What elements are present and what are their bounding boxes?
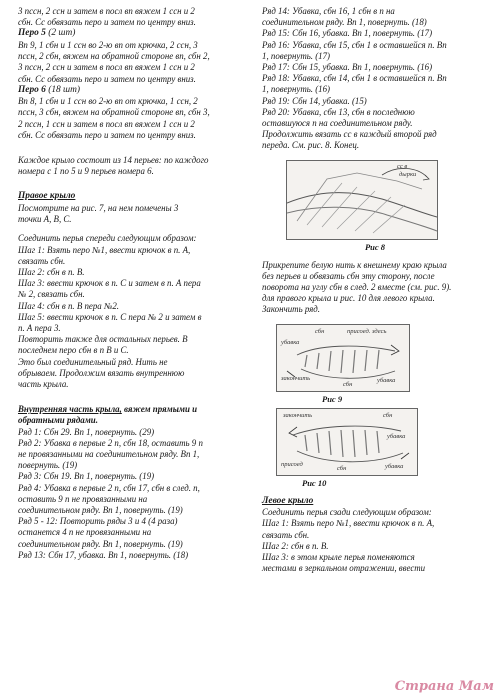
left-wing-steps <box>262 507 488 574</box>
text-line: номера с 1 по 5 и 9 перьев номера 6. <box>18 166 154 177</box>
feather-6-heading <box>18 85 250 97</box>
text-line: местами в зеркальном отражении, ввести <box>262 563 426 574</box>
figure-10 <box>276 408 418 476</box>
text-line: Ряд 1: Сбн 29. Вп 1, повернуть. (29) <box>18 426 155 437</box>
figure-9-caption: Рис 9 <box>322 393 343 404</box>
wing-description <box>18 155 250 177</box>
text-line: Ряд 20: Убавка, сбн 13, сбн в последнюю <box>262 106 415 117</box>
feather-5-qty: (2 шт) <box>45 28 76 39</box>
figure-9-label: присоед. здесь <box>347 327 387 335</box>
text-line: Ряд 15: Сбн 16, убавка. Вп 1, повернуть. (17) <box>262 28 433 39</box>
site-watermark: Страна Мам <box>394 679 494 694</box>
figure-10-label: убавка <box>387 432 406 440</box>
figure-10-label: закончить <box>283 411 313 419</box>
text-line: обратными рядами. <box>18 415 98 426</box>
edge-instructions <box>262 260 488 316</box>
text-line: 2 пссн, 1 ссн и затем в посл вп вяжем 1 ссн и 2 <box>18 118 195 129</box>
figure-9 <box>276 324 410 392</box>
text-line: переда. См. рис. 8. Конец. <box>262 140 360 151</box>
text-line: поворота на углу сбн в след. 2 вместе (см. рис. 9). <box>262 282 452 293</box>
text-line: Ряд 18: Убавка, сбн 14, сбн 1 в оставшейся п. Вп <box>262 73 447 84</box>
figure-8 <box>286 160 438 240</box>
text-line: Соединить перья спереди следующим образом: <box>18 233 197 244</box>
inner-part-title: Внутренняя часть крыла, <box>18 404 122 415</box>
left-column <box>18 6 250 561</box>
text-line: сбн. Сс обвязать перо и затем по центру вниз. <box>18 129 196 140</box>
text-line: останется 4 п не провязанными на <box>18 527 152 538</box>
text-line: связать сбн. <box>18 255 66 266</box>
text-line: Ряд 5 - 12: Повторить ряды 3 и 4 (4 раза) <box>18 516 178 527</box>
text-line: Шаг 2: сбн в п. В. <box>262 540 329 551</box>
feather-5-heading <box>18 28 250 40</box>
text-line: повернуть. (19) <box>18 460 78 471</box>
right-wing-intro <box>18 203 250 225</box>
intro-paragraph <box>18 6 250 28</box>
text-line: 3 пссн, 2 ссн и затем в посл вп вяжем 1 ссн и 2 <box>18 6 195 16</box>
figure-10-label: сбн <box>337 464 347 472</box>
text-line: не провязанными на соединительном ряду. Вп 1, <box>18 449 200 459</box>
text-line: Ряд 14: Убавка, сбн 16, 1 сбн в п на <box>262 6 395 16</box>
text-line: Повторить также для остальных перьев. В <box>18 334 188 345</box>
figure-9-label: сбн <box>315 327 325 335</box>
figure-8-label: сс в <box>397 162 408 170</box>
figure-9-label: сбн <box>343 380 353 388</box>
text-line: 3 пссн, 2 ссн и затем в посл вп вяжем 1 ссн и 2 <box>18 62 195 73</box>
right-wing-heading: Правое крыло <box>18 191 76 202</box>
text-line: Шаг 1: Взять перо №1, ввести крючок в п. А, <box>18 244 191 255</box>
text-line: Шаг 3: ввести крючок в п. С и затем в п. А пера <box>18 278 201 289</box>
feather-6-qty: (18 шт) <box>45 84 81 95</box>
text-line: Шаг 4: сбн в п. В пера №2. <box>18 300 119 311</box>
text-line: Это был соединительный ряд. Нить не <box>18 356 168 367</box>
figure-9-label: убавка <box>281 338 300 346</box>
figure-8-label: дырки <box>399 170 417 178</box>
text-line: 1, повернуть. (16) <box>262 84 330 95</box>
text-line: п. А пера 3. <box>18 322 61 333</box>
text-line: Ряд 13: Сбн 17, убавка. Вп 1, повернуть. (18) <box>18 549 189 560</box>
join-steps <box>18 233 250 390</box>
text-line: Шаг 5: ввести крючок в п. С пера № 2 и затем в <box>18 311 202 322</box>
text-line: обрываем. Продолжим вязать внутреннюю <box>18 367 185 378</box>
text-line: Шаг 1: Взять перо №1, ввести крючок в п. А, <box>262 518 435 529</box>
text-line: Вп 9, 1 сбн и 1 ссн во 2-ю вп от крючка, 2 ссн, 3 <box>18 39 198 50</box>
right-column <box>262 6 488 574</box>
text-line: последнем перо сбн в п В и С. <box>18 345 129 356</box>
figure-10-label: сбн <box>383 411 393 419</box>
inner-part-title-rest: вяжем прямыми и <box>121 404 198 415</box>
figure-9-label: закончить <box>281 374 311 382</box>
text-line: Ряд 3: Сбн 19. Вп 1, повернуть. (19) <box>18 471 155 482</box>
text-line: Ряд 4: Убавка в первые 2 п, сбн 17, сбн в след. п, <box>18 482 200 493</box>
feather-6-text <box>18 96 250 141</box>
text-line: сбн. Сс обвязать перо и затем по центру вниз. <box>18 73 196 84</box>
text-line: № 2, связать сбн. <box>18 289 85 300</box>
inner-part-rows <box>18 415 250 561</box>
text-line: Каждое крыло состоит из 14 перьев: по каждого <box>18 155 209 166</box>
feather-6-title: Перо 6 <box>18 84 46 95</box>
text-line: для правого крыла и рис. 10 для левого крыла. <box>262 293 435 304</box>
rows-continued <box>262 6 488 152</box>
text-line: Шаг 2: сбн в п. В. <box>18 266 85 277</box>
text-line: пссн, 3 сбн, вяжем на обратной стороне вп, сбн 3, <box>18 107 210 118</box>
text-line: Вп 8, 1 сбн и 1 ссн во 2-ю вп от крючка, 1 ссн, 2 <box>18 96 198 107</box>
text-line: соединительном ряду. Вп 1, повернуть. (19) <box>18 505 183 516</box>
text-line: Ряд 16: Убавка, сбн 15, сбн 1 в оставшейся п. Вп <box>262 39 447 50</box>
figure-9-label: убавка <box>377 376 396 384</box>
text-line: Прикрепите белую нить к внешнему краю крыла <box>262 259 447 270</box>
text-line: 1, повернуть. (17) <box>262 50 330 61</box>
text-line: точки А, В, С. <box>18 214 72 225</box>
feather-5-text <box>18 40 250 85</box>
text-line: сбн. Сс обвязать перо и затем по центру вниз. <box>18 17 196 28</box>
figure-10-caption: Рис 10 <box>302 477 327 488</box>
text-line: Закончить ряд. <box>262 304 320 315</box>
left-wing-heading: Левое крыло <box>262 495 314 506</box>
feather-5-title: Перо 5 <box>18 28 46 39</box>
text-line: Ряд 2: Убавка в первые 2 п, сбн 18, оставить 9 п <box>18 437 203 448</box>
text-line: Ряд 19: Сбн 14, убавка. (15) <box>262 95 367 106</box>
text-line: Продолжить вязать сс в каждый второй ряд <box>262 129 437 140</box>
inner-part-heading <box>18 404 250 415</box>
figure-10-label: убавка <box>385 462 404 470</box>
text-line: Шаг 3: в этом крыле перья поменяются <box>262 551 415 562</box>
text-line: Соединить перья сзади следующим образом: <box>262 507 432 518</box>
text-line: связать сбн. <box>262 529 310 540</box>
text-line: соединительном ряду. Вп 1, повернуть. (18) <box>262 17 427 28</box>
text-line: пссн, 2 сбн, вяжем на обратной стороне вп, сбн 2, <box>18 51 210 62</box>
text-line: Ряд 17: Сбн 15, убавка. Вп 1, повернуть. (16) <box>262 62 433 73</box>
text-line: Посмотрите на рис. 7, на нем помечены 3 <box>18 202 179 213</box>
figure-8-caption: Рис 8 <box>364 241 386 252</box>
text-line: соединительном ряду. Вп 1, повернуть. (19) <box>18 538 183 549</box>
text-line: без перьев и обвязать сбн эту сторону, после <box>262 270 435 281</box>
text-line: оставшуюся п на соединительном ряду. <box>262 118 413 129</box>
figure-10-label: присоед <box>281 460 303 468</box>
text-line: часть крыла. <box>18 378 69 389</box>
text-line: оставить 9 п не провязанными на <box>18 493 148 504</box>
